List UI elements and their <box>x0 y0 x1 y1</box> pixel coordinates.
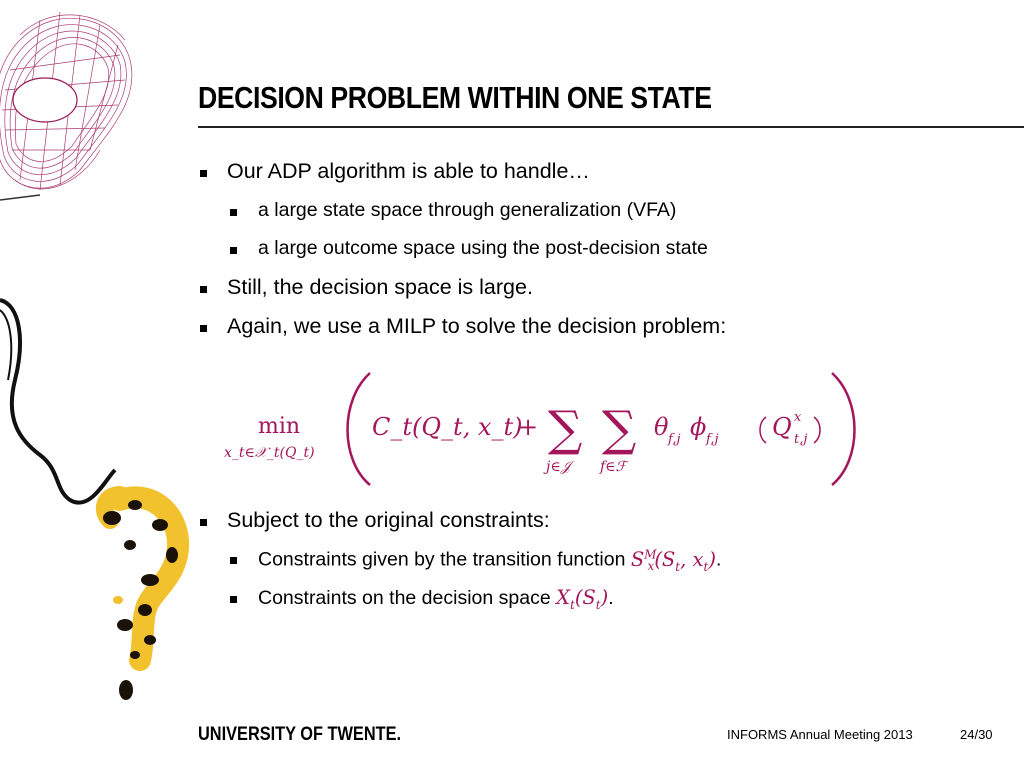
footer-event: INFORMS Annual Meeting 2013 <box>727 727 913 742</box>
sum-symbol-1: ∑ <box>548 401 583 457</box>
sum-symbol-2: ∑ <box>602 401 637 457</box>
bullet-marker <box>230 247 237 254</box>
formula-theta-subscript: f,j <box>668 432 681 447</box>
formula-plus: + <box>518 413 539 441</box>
formula-Q: Q <box>772 413 792 441</box>
milp-formula <box>220 365 870 490</box>
transition-function-math: $S^M_x(S_t$, $x_t$) <box>630 547 716 574</box>
formula-sum2-subscript: f∈ℱ <box>600 459 627 475</box>
university-logo: UNIVERSITY OF TWENTE. <box>198 724 402 745</box>
left-paren <box>348 373 371 485</box>
slide-title: DECISION PROBLEM WITHIN ONE STATE <box>198 80 712 115</box>
bullet-marker <box>200 170 207 177</box>
title-divider <box>198 126 1024 128</box>
bullet-marker <box>230 557 237 564</box>
bullet-marker <box>230 209 237 216</box>
formula-phi: ϕ <box>690 413 707 441</box>
bullet-marker <box>200 286 207 293</box>
formula-Q-superscript: x <box>794 410 802 425</box>
formula-theta: θ <box>654 413 669 441</box>
right-paren <box>832 373 855 485</box>
bullet-marker <box>200 325 207 332</box>
decision-space-math: $X_t(S_t)$ <box>556 586 609 612</box>
formula-min-subscript: x_t∈𝒳_t(Q_t) <box>224 445 315 461</box>
mesh-hole <box>13 78 77 122</box>
formula-min: min <box>258 414 301 439</box>
decorative-illustration <box>0 0 200 768</box>
question-mark-pattern <box>103 495 178 700</box>
formula-phi-subscript: f,j <box>706 432 719 447</box>
question-mark-dot <box>119 680 133 700</box>
page-number: 24/30 <box>960 727 993 742</box>
formula-sum1-subscript: j∈𝒥 <box>546 459 571 475</box>
bullet-marker <box>200 519 207 526</box>
black-ribbon <box>0 300 115 503</box>
formula-cost: C_t(Q_t, x_t) <box>372 413 523 441</box>
bullet-marker <box>230 596 237 603</box>
formula-Q-subscript: t,j <box>794 432 808 447</box>
